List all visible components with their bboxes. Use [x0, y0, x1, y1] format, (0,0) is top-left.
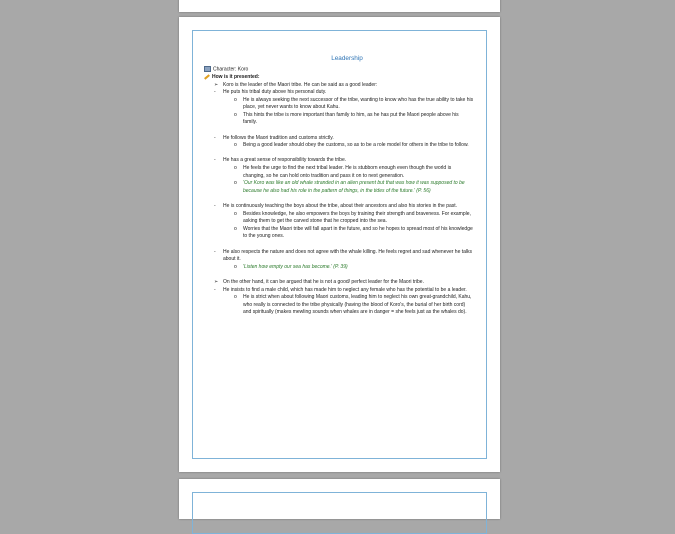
quote-text: 'Our Koro was like an old whale stranded in an alien present but that was how it was supposed to be because he also had his role in the pattern of things, in the tides of the future.' (P. 56) [243, 180, 465, 194]
next-page [179, 479, 500, 519]
list-item [204, 211, 474, 226]
list-item [204, 287, 474, 295]
spacer [204, 241, 474, 249]
item-text: He follows the Maori tradition and customs strictly. [223, 134, 334, 141]
item-text: This hints the tribe is more important than family to him, as he has put the Maori people above his family. [243, 111, 459, 126]
bullet-marker: o [234, 111, 237, 118]
page-content [204, 55, 474, 317]
list-item [204, 135, 474, 143]
bullet-marker: - [214, 134, 216, 141]
bullet-marker: o [234, 142, 237, 149]
bullet-marker: - [214, 89, 216, 96]
presented-heading [204, 74, 474, 82]
list-item [204, 89, 474, 97]
document-title: Leadership [331, 55, 363, 62]
bullet-marker: o [234, 96, 237, 103]
item-text: Koro is the leader of the Maori tribe. He can be said as a good leader: [223, 81, 378, 88]
item-text: Worries that the Maori tribe will fall apart in the future, and so he hopes to spread most of his knowledge to the young ones. [243, 225, 473, 240]
bullet-marker: ➢ [214, 278, 219, 285]
list-item [204, 264, 474, 272]
list-item [204, 226, 474, 241]
item-text: Besides knowledge, he also empowers the boys by training their strength and braveness. For example, asking them to get the carved stone that he cropped into the sea. [243, 210, 471, 225]
bullet-marker: o [234, 225, 237, 232]
item-text: He puts his tribal duty above his personal duty. [223, 89, 327, 96]
spacer [204, 271, 474, 279]
bullet-marker: - [214, 157, 216, 164]
list-item [204, 157, 474, 165]
item-text: He is continuously teaching the boys about the tribe, about their ancestors and also his stories in the past. [223, 203, 458, 210]
list-item [204, 279, 474, 287]
bullet-marker: o [234, 294, 237, 301]
list-item [204, 203, 474, 211]
document-page [179, 17, 500, 472]
pencil-icon [204, 74, 210, 79]
quote-text: 'Listen how empty our sea has become.' (P. 39) [243, 263, 348, 270]
presented-label: How is it presented: [212, 73, 260, 80]
bullet-marker: o [234, 210, 237, 217]
bullet-marker: o [234, 263, 237, 270]
item-text: Being a good leader should obey the customs, so as to be a role model for others in the tribe to follow. [243, 142, 469, 149]
list-item [204, 294, 474, 317]
bullet-marker: - [214, 203, 216, 210]
character-line [204, 66, 474, 74]
next-page-border [192, 492, 487, 534]
bullet-marker: - [214, 286, 216, 293]
item-text: On the other hand, it can be argued that he is not a good/ perfect leader for the Maori tribe. [223, 278, 424, 285]
spacer [204, 127, 474, 135]
item-text: He is strict when about following Maori customs, leading him to neglect his own great-grandchild, Kahu, who really is connected to the tribe physically (having the blood of Koro's, the burial of her birth cord) and spiritually (makes mewling sounds when whales are in danger = she feels just as the whales do). [243, 294, 472, 316]
list-item [204, 142, 474, 150]
spacer [204, 195, 474, 203]
list-item [204, 112, 474, 127]
item-text: He has a great sense of responsibility towards the tribe. [223, 157, 347, 164]
bullet-marker: ➢ [214, 81, 219, 88]
character-label: Character: Koro [213, 66, 249, 73]
item-text: He is always seeking the next successor of the tribe, wanting to know who has the true ability to take his place, yet never wants to know about Kahu. [243, 96, 474, 111]
character-icon [204, 66, 211, 72]
list-item [204, 165, 474, 180]
previous-page [179, 0, 500, 12]
bullet-list [204, 82, 474, 317]
list-item [204, 82, 474, 90]
list-item [204, 180, 474, 195]
item-text: He feels the urge to find the next tribal leader. He is stubborn enough even though the world is changing, so he can hold onto tradition and pass it on to next generation. [243, 165, 452, 179]
list-item [204, 97, 474, 112]
item-text: He insists to find a male child, which has made him to neglect any female who has the potential to be a leader. [223, 286, 467, 293]
bullet-marker: o [234, 180, 237, 187]
list-item [204, 249, 474, 264]
item-text: He also respects the nature and does not agree with the whale killing. He feels regret and sad whenever he talks about it. [223, 248, 473, 263]
spacer [204, 150, 474, 158]
bullet-marker: - [214, 248, 216, 255]
bullet-marker: o [234, 165, 237, 172]
